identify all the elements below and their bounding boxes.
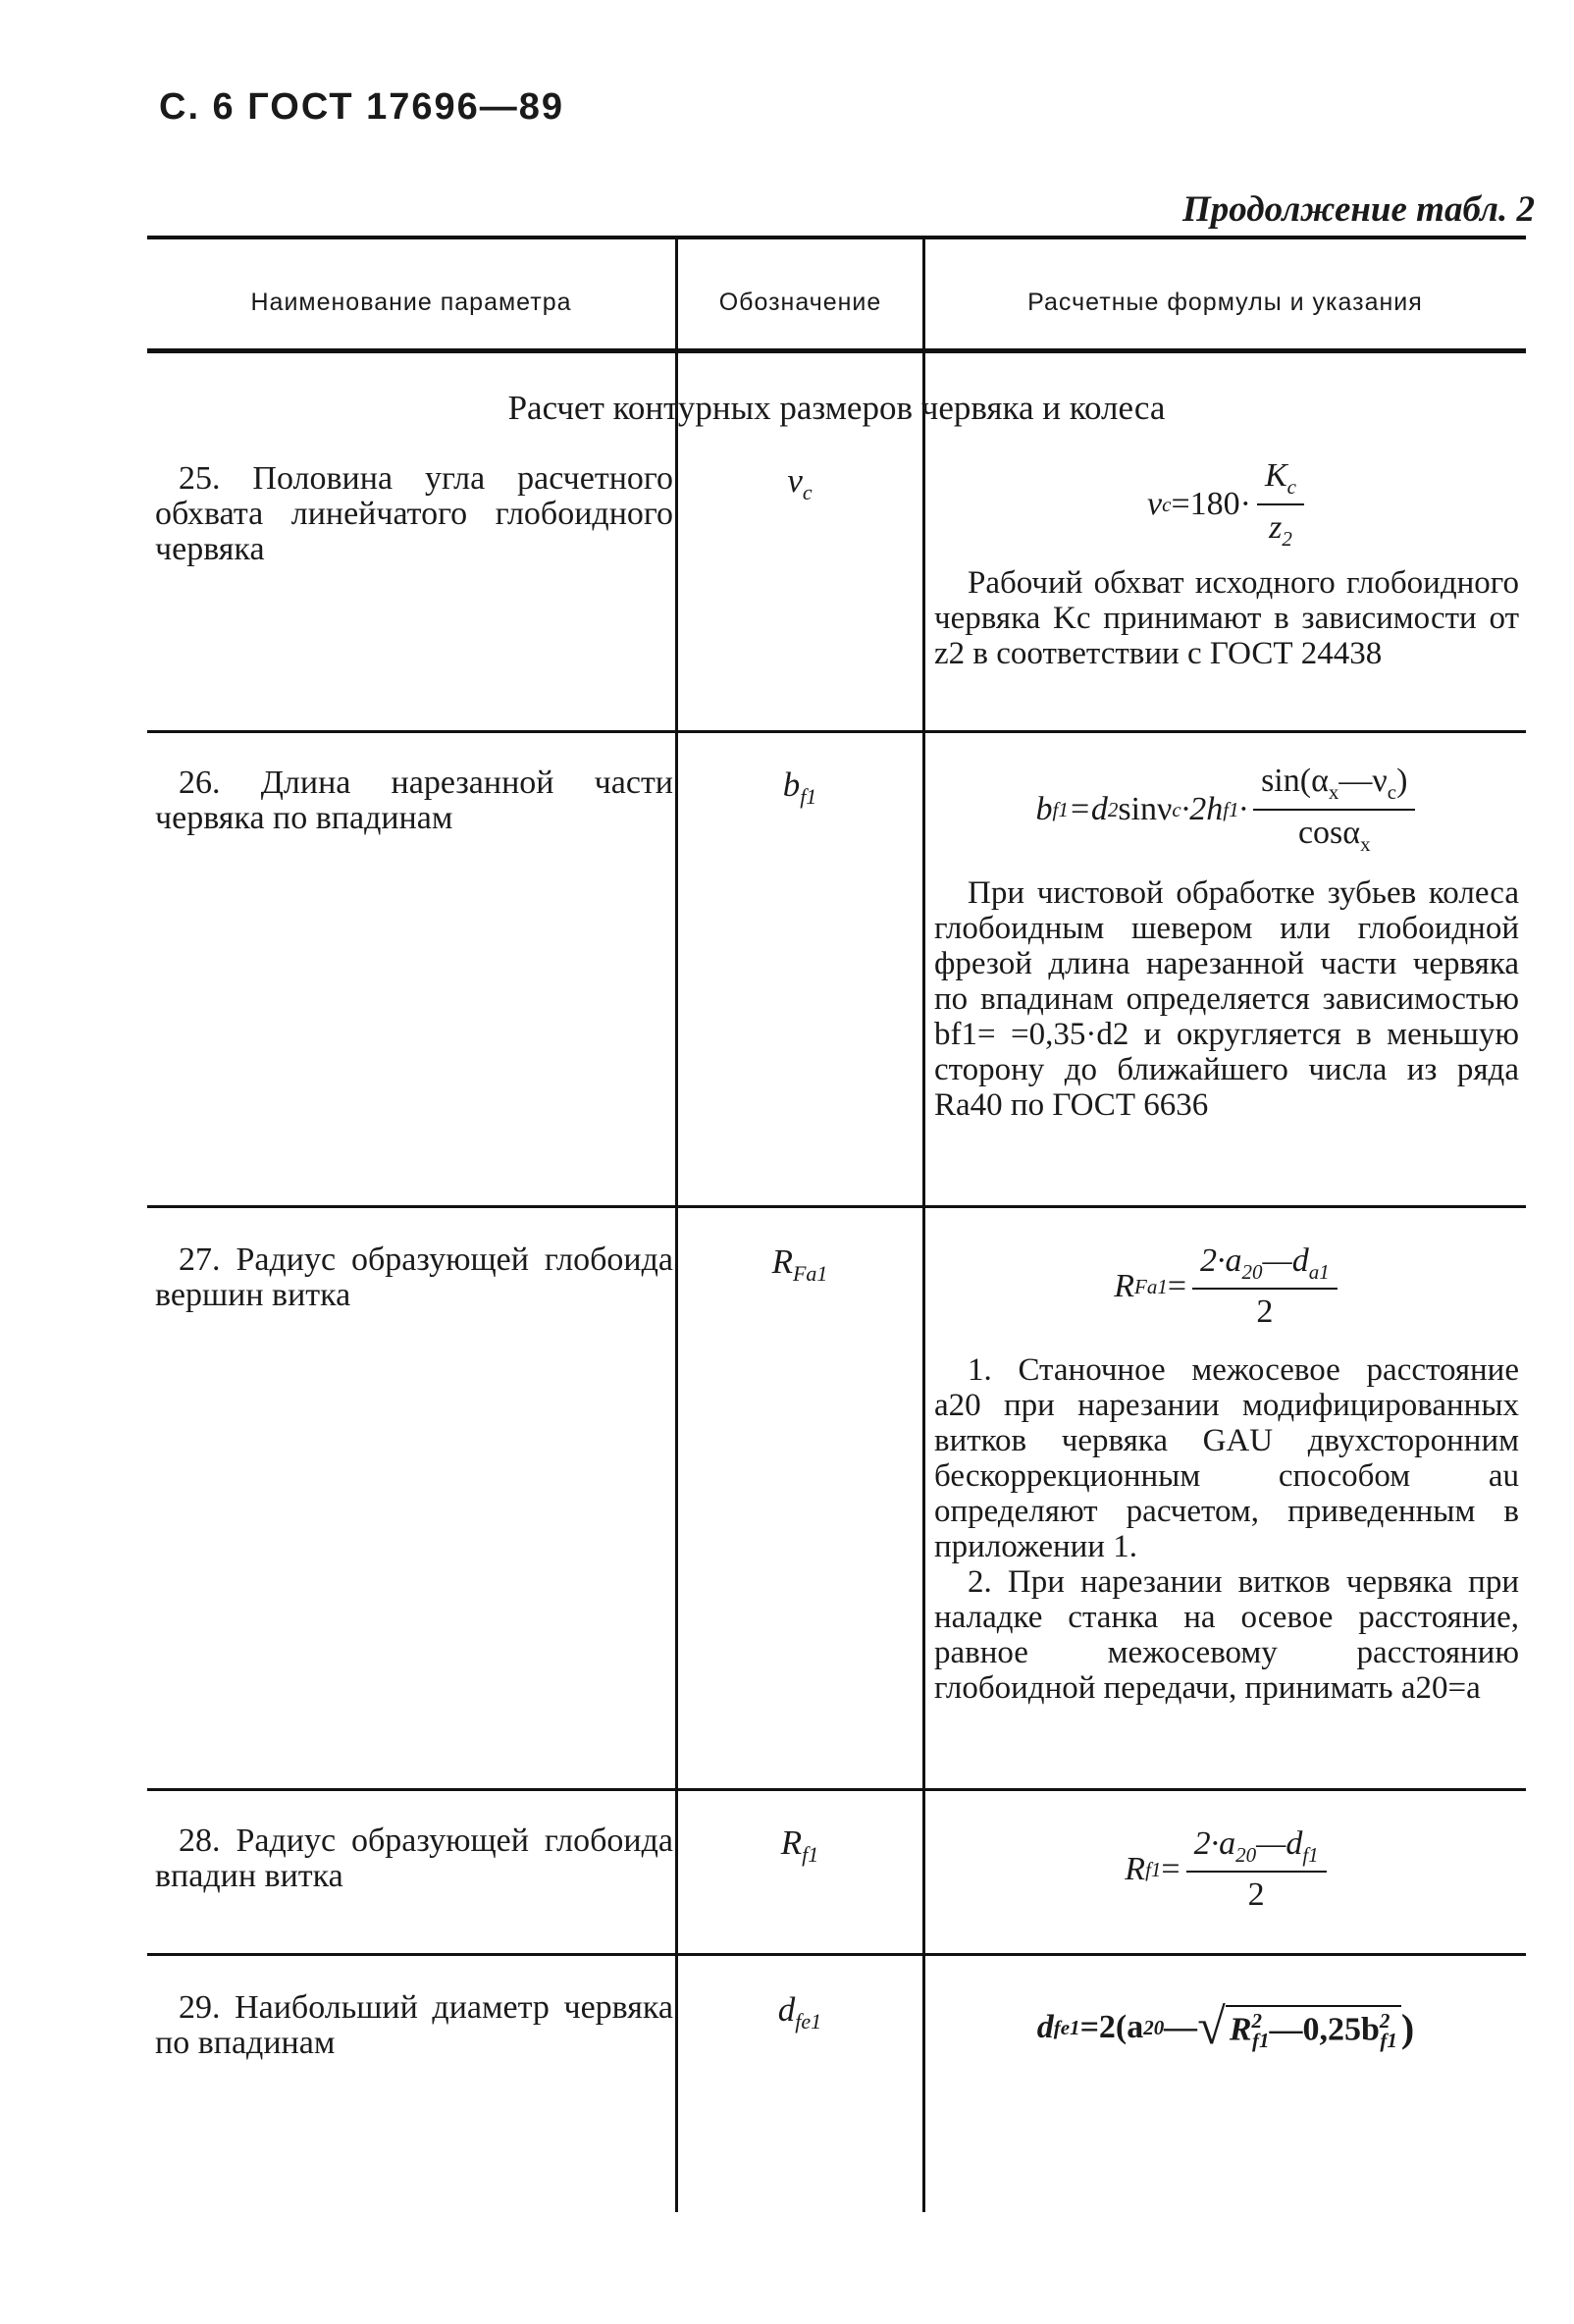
table-header-rule <box>147 348 1526 353</box>
param-name-27: 27. Радиус образующей глобоида вершин витка <box>155 1241 673 1313</box>
note-26: При чистовой обработке зубьев колеса глобоидным шевером или глобоидной фрезой длина нарезанной части червяка по впадинам определяется зависимостью bf1= =0,35·d2 и округляется в меньшую сторону до ближайшего числа из ряда Ra40 по ГОСТ 6636 <box>934 875 1519 1123</box>
formula-28: R f1 = $\frac{2\cdot a_{20}—d_{f1}}{2}$ <box>926 1816 1525 1924</box>
formula-26: b f1 =d 2 sinν c ·2h f1 · $\frac{\sin(\alpha_x—\nu_c)}{\cos\alpha_x}$ <box>926 756 1525 864</box>
note-25: Рабочий обхват исходного глобоидного червяка Kc принимают в зависимости от z2 в соответствии с ГОСТ 24438 <box>934 565 1519 671</box>
column-header-symbol: Обозначение <box>718 288 882 316</box>
formula-27: R Fa1 = $\frac{2\cdot a_{20}—d_{a1}}{2}$ <box>926 1233 1525 1341</box>
note-27: 1. Станочное межосевое расстояние a20 при нарезании модифицированных витков червяка GAU двухсторонним бескоррекционным способом au определяют расчетом, приведенным в приложении 1. 2. При нарезании витков червяка при наладке станка на осевое расстояние, равное межосевому расстоянию глобоидной передачи, принимать a20=a <box>934 1352 1519 1706</box>
formula-25: ν c =180· $\frac{K_c}{z_2}$ <box>926 457 1525 552</box>
table-continuation-label: Продолжение табл. 2 <box>1182 189 1535 230</box>
param-symbol-29: $d_{fe1}$ <box>777 1990 822 2034</box>
param-name-28: 28. Радиус образующей глобоида впадин витка <box>155 1822 673 1894</box>
param-name-26: 26. Длина нарезанной части червяка по впадинам <box>155 765 673 836</box>
row-divider-25 <box>147 730 1526 733</box>
row-divider-28 <box>147 1953 1526 1956</box>
column-divider-2 <box>922 239 925 2212</box>
param-name-25: 25. Половина угла расчетного обхвата линейчатого глобоидного червяка <box>155 460 673 567</box>
section-title: Расчет контурных размеров червяка и колеса <box>507 389 1166 427</box>
row-divider-26 <box>147 1205 1526 1208</box>
param-symbol-25: $\nu_c$ <box>787 461 813 504</box>
param-symbol-26: $b_{f1}$ <box>782 766 817 809</box>
table-top-rule <box>147 236 1526 239</box>
column-header-formula: Расчетные формулы и указания <box>1027 288 1423 316</box>
formula-29: d fe1 =2(a 20 — √ $R^2_{f1}—0,25b^2_{f1}$ ) <box>1036 1999 1415 2055</box>
param-symbol-28: $R_{f1}$ <box>780 1823 819 1867</box>
param-name-29: 29. Наибольший диаметр червяка по впадинам <box>155 1989 673 2061</box>
column-divider-1 <box>675 239 678 2212</box>
page-header: С. 6 ГОСТ 17696—89 <box>159 86 565 128</box>
param-symbol-27: $R_{Fa1}$ <box>771 1242 828 1286</box>
column-header-name: Наименование параметра <box>250 288 572 316</box>
row-divider-27 <box>147 1788 1526 1791</box>
